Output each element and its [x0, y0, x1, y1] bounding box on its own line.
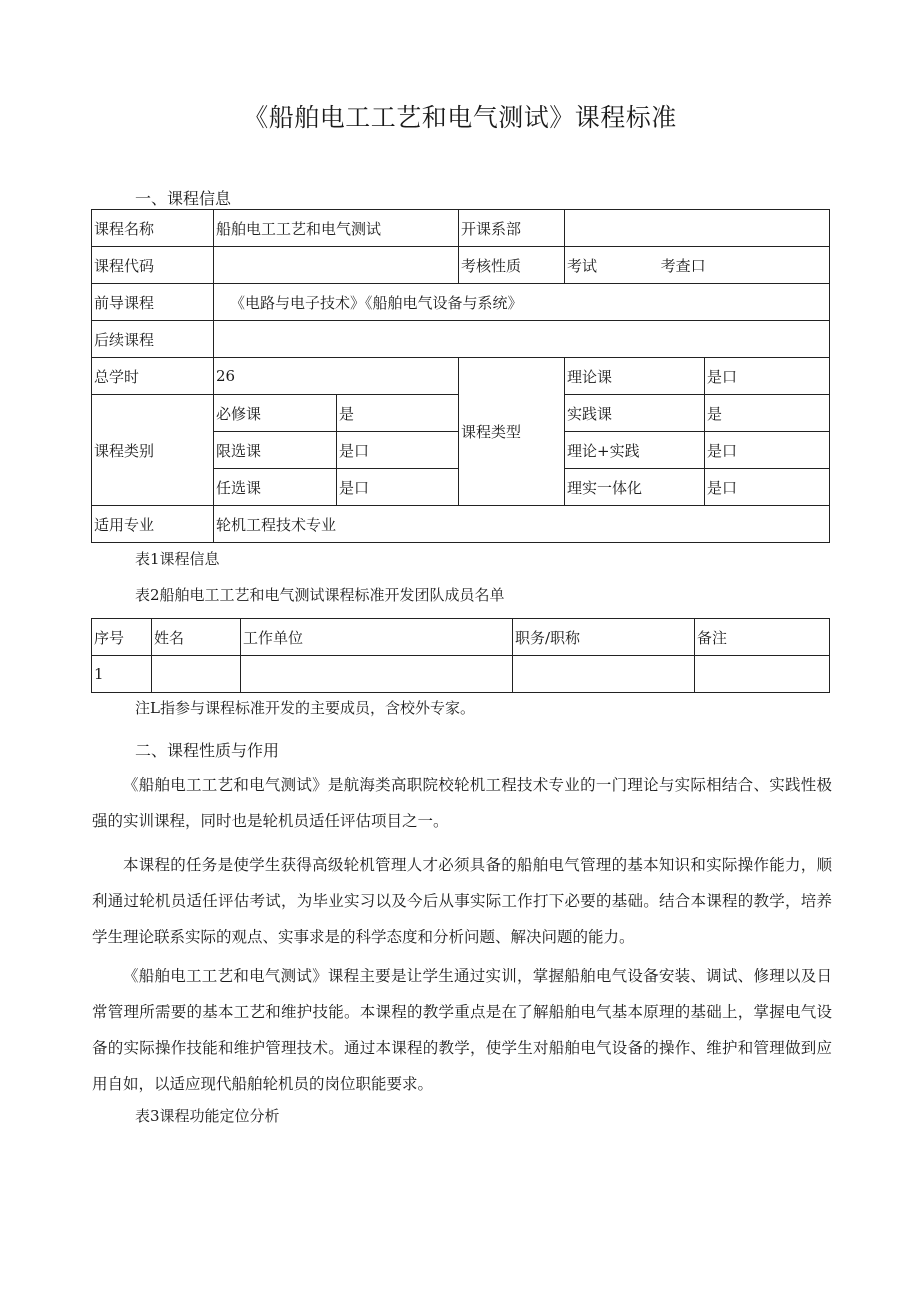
table2-caption: 表2船舶电工工艺和电气测试课程标准开发团队成员名单 — [135, 586, 505, 604]
hours-value: 26 — [214, 358, 459, 395]
table-row — [92, 284, 830, 321]
team-members-table — [91, 618, 830, 693]
assessment-label: 考核性质 — [459, 247, 565, 284]
follow-value — [214, 321, 830, 358]
elective-value: 是口 — [337, 469, 459, 506]
practice-label: 实践课 — [565, 395, 705, 432]
prereq-value: 《电路与电子技术》《船舶电气设备与系统》 — [214, 284, 830, 321]
practice-value: 是 — [705, 395, 830, 432]
course-type-label: 课程类型 — [459, 358, 565, 506]
dept-value — [565, 210, 830, 247]
theory-practice-value: 是口 — [705, 432, 830, 469]
col-header: 工作单位 — [241, 619, 513, 656]
team-note: 注L指参与课程标准开发的主要成员，含校外专家。 — [135, 699, 475, 717]
section-heading-nature: 二、课程性质与作用 — [135, 741, 280, 760]
paragraph: 《船舶电工工艺和电气测试》课程主要是让学生通过实训，掌握船舶电气设备安装、调试、修理以及日常管理所需要的基本工艺和维护技能。本课程的教学重点是在了解船舶电气基本原理的基础上，掌握电气设备的实际操作技能和维护管理技术。通过本课程的教学，使学生对船舶电气设备的操作、维护和管理做到应用自如，以适应现代船舶轮机员的岗位职能要求。 — [92, 967, 832, 1093]
limited-value: 是口 — [337, 432, 459, 469]
course-code-label: 课程代码 — [92, 247, 214, 284]
table1-caption: 表1课程信息 — [135, 550, 220, 568]
theory-practice-label: 理论+实践 — [565, 432, 705, 469]
table-row — [92, 358, 830, 395]
required-label: 必修课 — [214, 395, 337, 432]
integrated-value: 是口 — [705, 469, 830, 506]
table-row — [92, 321, 830, 358]
assessment-value — [565, 247, 830, 284]
table-header-row — [92, 619, 830, 656]
table-cell — [241, 656, 513, 693]
course-name-value: 船舶电工工艺和电气测试 — [214, 210, 459, 247]
hours-label: 总学时 — [92, 358, 214, 395]
paragraph: 《船舶电工工艺和电气测试》是航海类高职院校轮机工程技术专业的一门理论与实际相结合、实践性极强的实训课程，同时也是轮机员适任评估项目之一。 — [92, 776, 832, 830]
table-row — [92, 656, 830, 693]
table-row — [92, 210, 830, 247]
follow-label: 后续课程 — [92, 321, 214, 358]
table-row — [92, 247, 830, 284]
integrated-label: 理实一体化 — [565, 469, 705, 506]
col-header: 姓名 — [152, 619, 241, 656]
table-cell: 1 — [92, 656, 152, 693]
theory-label: 理论课 — [565, 358, 705, 395]
major-value: 轮机工程技术专业 — [214, 506, 830, 543]
paragraph: 本课程的任务是使学生获得高级轮机管理人才必须具备的船舶电气管理的基本知识和实际操作能力，顺利通过轮机员适任评估考试，为毕业实习以及今后从事实际工作打下必要的基础。结合本课程的教学，培养学生理论联系实际的观点、实事求是的科学态度和分析问题、解决问题的能力。 — [92, 856, 832, 946]
dept-label: 开课系部 — [459, 210, 565, 247]
page-title: 《船舶电工工艺和电气测试》课程标准 — [243, 103, 677, 132]
prereq-label: 前导课程 — [92, 284, 214, 321]
col-header: 职务/职称 — [513, 619, 695, 656]
limited-label: 限选课 — [214, 432, 337, 469]
course-name-label: 课程名称 — [92, 210, 214, 247]
category-label: 课程类别 — [92, 395, 214, 506]
col-header: 备注 — [695, 619, 830, 656]
theory-value: 是口 — [705, 358, 830, 395]
table-row — [92, 506, 830, 543]
col-header: 序号 — [92, 619, 152, 656]
table-cell — [152, 656, 241, 693]
course-info-table — [91, 209, 830, 543]
assessment-check: 考查口 — [660, 256, 706, 275]
table3-caption: 表3课程功能定位分析 — [135, 1107, 280, 1125]
assessment-exam: 考试 — [567, 256, 598, 275]
course-code-value — [214, 247, 459, 284]
table-cell — [695, 656, 830, 693]
elective-label: 任选课 — [214, 469, 337, 506]
table-cell — [513, 656, 695, 693]
section-heading-course-info: 一、课程信息 — [135, 189, 232, 208]
required-value: 是 — [337, 395, 459, 432]
major-label: 适用专业 — [92, 506, 214, 543]
